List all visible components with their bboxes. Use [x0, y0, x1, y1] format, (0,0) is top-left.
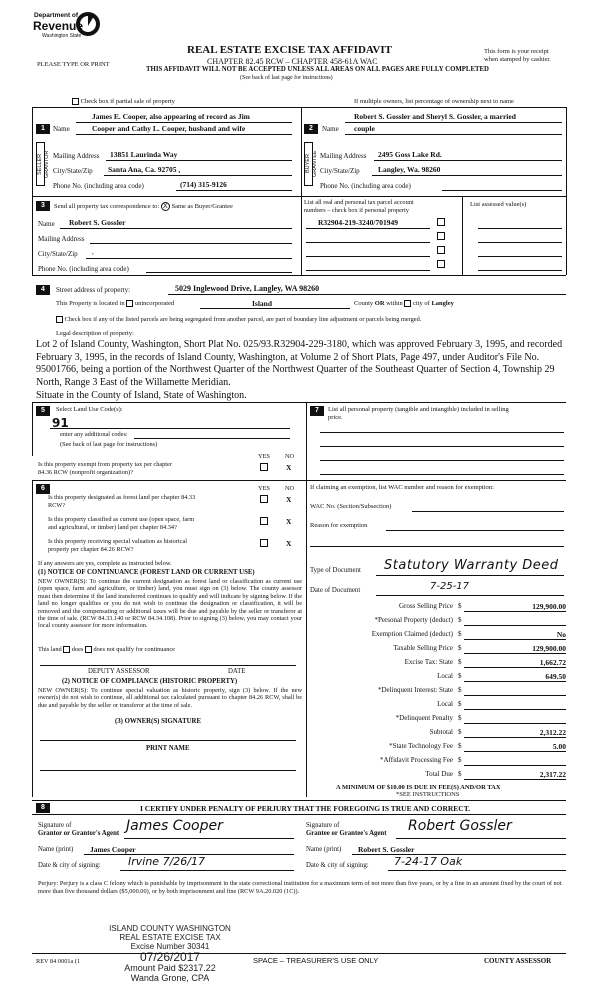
sec5-yes: YES: [258, 453, 270, 460]
notice2-text: NEW OWNER(S): To continue special valuation as historic property, sign (3) below. If the new owner(s) do not wish to continue, all additional tax calculated pursuant to chapter 84.26 RCW, shall be due and payable by the seller or transferor at the time of sale.: [38, 687, 302, 709]
tax-row-label: Exemption Claimed (deduct): [371, 630, 453, 638]
dept-line2: Revenue: [33, 19, 84, 33]
parcels-header-line1: List all real and personal tax parcel account: [304, 199, 414, 206]
see-back: (See back of last page for instructions): [240, 75, 333, 81]
exempt-yes-checkbox[interactable]: [260, 463, 268, 471]
treasurer-use: SPACE – TREASURER'S USE ONLY: [253, 956, 379, 965]
grantee-name-label: Name (print): [306, 846, 342, 853]
doc-date-label: Date of Document: [310, 587, 361, 594]
deputy-assessor-label: DEPUTY ASSESSOR: [88, 668, 150, 675]
seller-city-label: City/State/Zip: [53, 167, 93, 175]
does-not-label: does not qualify for continuance: [93, 646, 175, 653]
forest-q-line2: RCW?: [48, 502, 66, 509]
corr-name-label: Name: [38, 220, 55, 228]
stamp-line3: Excise Number 30341: [130, 942, 210, 951]
tax-row-value: 649.50: [545, 672, 566, 681]
warning-line: THIS AFFIDAVIT WILL NOT BE ACCEPTED UNLESS ALL AREAS ON ALL PAGES ARE FULLY COMPLETED: [146, 66, 489, 73]
seller-side-label: SELLER GRANTOR: [36, 142, 45, 186]
seller-phone-label: Phone No. (including area code): [53, 182, 144, 190]
grantor-sig-label2: Grantor or Grantor's Agent: [38, 830, 120, 837]
stamp-line2: REAL ESTATE EXCISE TAX: [119, 933, 221, 942]
seller-name-label: Name: [53, 125, 70, 133]
notice1-title: (1) NOTICE OF CONTINUANCE (FOREST LAND OR CURRENT USE): [38, 569, 255, 576]
current-use-no-answer[interactable]: X: [286, 517, 292, 526]
dept-line3: Washington State: [42, 33, 82, 39]
grantor-name: James Cooper: [90, 845, 136, 854]
grantee-date-city: 7-24-17 Oak: [394, 855, 463, 868]
historic-q-line2: property per chapter 84.26 RCW?: [48, 546, 134, 553]
dor-logo: [30, 6, 108, 46]
forest-q-line1: Is this property designated as forest land per chapter 84.33: [48, 494, 196, 501]
land-use-see-back: (See back of last page for instructions): [60, 441, 158, 448]
notice1-text: NEW OWNER(S): To continue the current designation as forest land or classification as current use (open space, farm and agriculture, or timber) land, you must sign on (3) below. The county assessor must then determine if the land transferred continues to qualify and will indicate by signing below. If the land no longer qualifies or you do not wish to continue the designation or classification, it will be removed and the compensating or additional taxes will be due and payable by the seller or transferor at the time of sale. (RCW 84.33.140 or RCW 84.34.108). Prior to signing (3) below, you may contact your local county assessor for more information.: [38, 578, 302, 630]
street-address: 5029 Inglewood Drive, Langley, WA 98260: [175, 284, 320, 293]
buyer-name-line1: Robert S. Gossler and Sheryl S. Gossler, a married: [354, 112, 516, 121]
form-subtitle: CHAPTER 82.45 RCW – CHAPTER 458-61A WAC: [207, 57, 378, 66]
tax-row-label: Total Due: [425, 770, 453, 778]
section-7-number: 7: [310, 406, 324, 416]
land-use-value: 91: [52, 416, 69, 430]
tax-row-currency: $: [458, 672, 462, 680]
seller-mailing: 13851 Laurinda Way: [110, 150, 178, 159]
print-name-label: PRINT NAME: [146, 745, 190, 752]
located-in: [56, 300, 174, 307]
forest-yes-checkbox[interactable]: [260, 495, 268, 503]
dept-line1: Department of: [34, 12, 79, 19]
seller-city: Santa Ana, Ca. 92705 ,: [108, 165, 181, 174]
land-use-label: Select Land Use Code(s):: [56, 406, 123, 413]
tax-row-label: Excise Tax: State: [404, 658, 453, 666]
sec6-no: NO: [285, 485, 295, 492]
corr-city-label: City/State/Zip: [38, 250, 78, 258]
correspondence-label-pre: Send all property tax correspondence to:: [54, 203, 160, 210]
buyer-phone-label: Phone No. (including area code): [320, 182, 411, 190]
parcel-1: R32904-219-3240/701949: [318, 218, 398, 227]
tax-row-currency: $: [458, 644, 462, 652]
correspondence-label-post: Same as Buyer/Grantee: [171, 203, 233, 210]
receipt-line1: This form is your receipt: [484, 48, 549, 55]
if-yes-note: If any answers are yes, complete as instructed below.: [38, 560, 172, 567]
tax-row-value: 5.00: [552, 742, 566, 751]
city-checkbox[interactable]: [404, 300, 411, 307]
parcel-1-personal-checkbox[interactable]: [437, 218, 445, 226]
parcel-3-personal-checkbox[interactable]: [437, 246, 445, 254]
buyer-mailing-label: Mailing Address: [320, 152, 367, 160]
assessed-header: List assessed value(s): [470, 201, 527, 208]
current-use-q-line1: Is this property classified as current use (open space, farm: [48, 516, 195, 523]
tax-row-currency: $: [458, 658, 462, 666]
section-5-number: 5: [36, 406, 50, 416]
partial-sale-label: Check box if partial sale of property: [80, 98, 175, 105]
tax-row-currency: $: [458, 700, 462, 708]
grantee-signature: Robert Gossler: [408, 818, 512, 834]
seller-name-line1: James E. Cooper, also appearing of record as Jim: [92, 112, 250, 121]
grantee-sig-label1: Signature of: [306, 822, 340, 829]
tax-row-value: No: [556, 630, 566, 639]
seller-name-line2: Cooper and Cathy L. Cooper, husband and wife: [92, 124, 246, 133]
section-1-number: 1: [36, 124, 50, 134]
grantor-signature: James Cooper: [126, 818, 223, 834]
tax-row-label: *Affidavit Processing Fee: [380, 756, 453, 764]
buyer-name-line2: couple: [354, 124, 375, 133]
grantee-name: Robert S. Gossler: [358, 845, 415, 854]
qualify-row: [38, 646, 175, 653]
tax-row-currency: $: [458, 742, 462, 750]
minimum-line2: *SEE INSTRUCTIONS: [396, 791, 460, 798]
sec6-yes: YES: [258, 485, 270, 492]
unincorporated-checkbox[interactable]: [126, 300, 133, 307]
historic-q-line1: Is this property receiving special valuation as historical: [48, 538, 188, 545]
corr-phone-label: Phone No. (including area code): [38, 265, 129, 273]
owner-signature-label: (3) OWNER(S) SIGNATURE: [115, 718, 201, 725]
doc-type: Statutory Warranty Deed: [384, 558, 559, 573]
doc-type-label: Type of Document: [310, 567, 361, 574]
current-use-q-line2: and agricultural, or timber) land per chapter 84.34?: [48, 524, 177, 531]
personal-label-line1: List all personal property (tangible and intangible) included in selling: [328, 406, 509, 413]
stamp-line4: 07/26/2017: [139, 950, 201, 964]
partial-sale[interactable]: [72, 98, 175, 105]
tax-row-label: Local: [437, 700, 453, 708]
partial-sale-checkbox[interactable]: [72, 98, 79, 105]
corr-city-value: ,: [92, 248, 94, 256]
does-label: does: [71, 646, 84, 653]
grantor-name-label: Name (print): [38, 846, 74, 853]
grantee-sig-label2: Grantee or Grantee's Agent: [306, 830, 387, 837]
tax-row-label: Taxable Selling Price: [393, 644, 453, 652]
seller-phone: (714) 315-9126: [180, 180, 227, 189]
located-label: This Property is located in: [56, 300, 125, 307]
county-within: [354, 300, 454, 307]
grantee-date-city-label: Date & city of signing:: [306, 862, 369, 869]
unincorporated-label: unincorporated: [134, 300, 175, 307]
seller-mailing-label: Mailing Address: [53, 152, 100, 160]
stamp-line6: Wanda Grone, CPA: [130, 973, 210, 983]
section-2-number: 2: [304, 124, 318, 134]
or-label: OR: [374, 300, 385, 307]
segregated-row: [56, 316, 421, 323]
tax-row-value: 2,312.22: [539, 728, 566, 737]
grantor-date-city: Irvine 7/26/17: [128, 855, 205, 868]
perjury-text: Perjury: Perjury is a class C felony which is punishable by imprisonment in the state correctional institution for a maximum term of not more than five years, or by a fine in an amount fixed by the court of not more than five thousand dollars ($5,000.00), or by both imprisonment and fine (RCW 9A.20.020 (1C)).: [38, 880, 562, 895]
exemption-q: If claiming an exemption, list WAC number and reason for exemption:: [310, 484, 494, 491]
exempt-q-line2: 84.36 RCW (nonprofit organization)?: [38, 469, 133, 476]
segregated-checkbox[interactable]: [56, 316, 63, 323]
tax-row-value: 129,900.00: [532, 602, 566, 611]
wac-label: WAC No. (Section/Subsection): [310, 503, 392, 510]
tax-row-label: *Delinquent Penalty: [395, 714, 453, 722]
receipt-line2: when stamped by cashier.: [484, 56, 551, 63]
segregated-label: Check box if any of the listed parcels are being segregated from another parcel, are part of boundary line adjustment or parcels being merged.: [64, 316, 422, 323]
tax-row-currency: $: [458, 756, 462, 764]
parcel-4-personal-checkbox[interactable]: [437, 260, 445, 268]
grantor-sig-label1: Signature of: [38, 822, 72, 829]
sec5-no: NO: [285, 453, 295, 460]
form-title: REAL ESTATE EXCISE TAX AFFIDAVIT: [187, 44, 392, 56]
notice2-title: (2) NOTICE OF COMPLIANCE (HISTORIC PROPERTY): [62, 678, 238, 685]
within-label: within: [386, 300, 403, 307]
multiple-owners-note: If multiple owners, list percentage of ownership next to name: [354, 98, 514, 105]
parcel-2-personal-checkbox[interactable]: [437, 232, 445, 240]
buyer-side-label: BUYER GRANTEE: [304, 142, 313, 186]
tax-row-currency: $: [458, 630, 462, 638]
tax-row-label: Local: [437, 672, 453, 680]
legal-label: Legal description of property:: [56, 330, 134, 337]
historic-no-answer[interactable]: X: [286, 539, 292, 548]
please-type: PLEASE TYPE OR PRINT: [37, 61, 110, 68]
historic-yes-checkbox[interactable]: [260, 539, 268, 547]
buyer-city: Langley, Wa. 98260: [378, 165, 441, 174]
buyer-name-label: Name: [322, 125, 339, 133]
certify-line: I CERTIFY UNDER PENALTY OF PERJURY THAT THE FOREGOING IS TRUE AND CORRECT.: [140, 804, 471, 813]
parcels-header-line2: numbers – check box if personal property: [304, 207, 409, 214]
buyer-mailing: 2495 Goss Lake Rd.: [378, 150, 442, 159]
this-land-label: This land: [38, 646, 62, 653]
stamp-line5: Amount Paid $2317.22: [124, 963, 216, 973]
tax-row-currency: $: [458, 728, 462, 736]
same-as-buyer-checkbox[interactable]: X: [161, 202, 170, 211]
does-not-checkbox[interactable]: [85, 646, 92, 653]
county-name: Island: [252, 299, 273, 308]
section-3-number: 3: [36, 201, 50, 211]
stamp-line1: ISLAND COUNTY WASHINGTON: [109, 924, 231, 933]
current-use-yes-checkbox[interactable]: [260, 517, 268, 525]
personal-label-line2: price.: [328, 414, 343, 421]
street-label: Street address of property:: [56, 286, 131, 294]
exempt-q-line1: Is this property exempt from property tax per chapter: [38, 461, 172, 468]
tax-row-currency: $: [458, 770, 462, 778]
does-checkbox[interactable]: [63, 646, 70, 653]
city-name: Langley: [431, 300, 454, 307]
legal-description: Lot 2 of Island County, Washington, Short Plat No. 025/93.R32904-229-3180, which was approved February 3, 1995, and recorded February 3, 1995, in the records of Island County, Washington, at Volume 2 of Short Plats, Page 497, under Auditor's File No. 95001766, being a portion of the Northwest Quarter of the Northwest Quarter of the Southeast Quarter of Section 4, Township 29 North, Range 3 East of the Willamette Meridian.: [36, 339, 563, 388]
additional-codes-label: enter any additional codes:: [60, 431, 128, 438]
county-label: County: [354, 300, 374, 307]
exempt-no-answer[interactable]: X: [286, 463, 292, 472]
rev-number: REV 84 0001a (1: [36, 958, 81, 965]
tax-row-label: Gross Selling Price: [398, 602, 453, 610]
tax-row-currency: $: [458, 602, 462, 610]
tax-row-label: *Delinquent Interest: State: [377, 686, 453, 694]
legal-description-2: Situate in the County of Island, State of Washington.: [36, 390, 247, 401]
section-8-number: 8: [36, 803, 50, 813]
tax-row-label: *State Technology Fee: [389, 742, 453, 750]
minimum-line1: A MINIMUM OF $10.00 IS DUE IN FEE(S) AND/OR TAX: [336, 784, 501, 791]
tax-row-currency: $: [458, 616, 462, 624]
corr-mailing-label: Mailing Address: [38, 235, 85, 243]
corr-name: Robert S. Gossler: [69, 218, 126, 227]
tax-row-value: 1,662.72: [539, 658, 566, 667]
tax-row-value: 129,900.00: [532, 644, 566, 653]
section-4-number: 4: [36, 285, 50, 295]
doc-date: 7-25-17: [430, 581, 470, 592]
grantor-date-city-label: Date & city of signing:: [38, 862, 101, 869]
date-label: DATE: [228, 668, 246, 675]
correspondence-label: [54, 202, 233, 211]
tax-row-value: 2,317.22: [539, 770, 566, 779]
forest-no-answer[interactable]: X: [286, 495, 292, 504]
section-6-number: 6: [36, 484, 50, 494]
city-of-label: city of: [413, 300, 430, 307]
tax-row-currency: $: [458, 686, 462, 694]
tax-row-label: Subtotal: [429, 728, 453, 736]
buyer-city-label: City/State/Zip: [320, 167, 360, 175]
tax-row-label: *Personal Property (deduct): [374, 616, 453, 624]
reason-label: Reason for exemption: [310, 522, 368, 529]
county-assessor-label: COUNTY ASSESSOR: [484, 957, 552, 965]
tax-row-currency: $: [458, 714, 462, 722]
